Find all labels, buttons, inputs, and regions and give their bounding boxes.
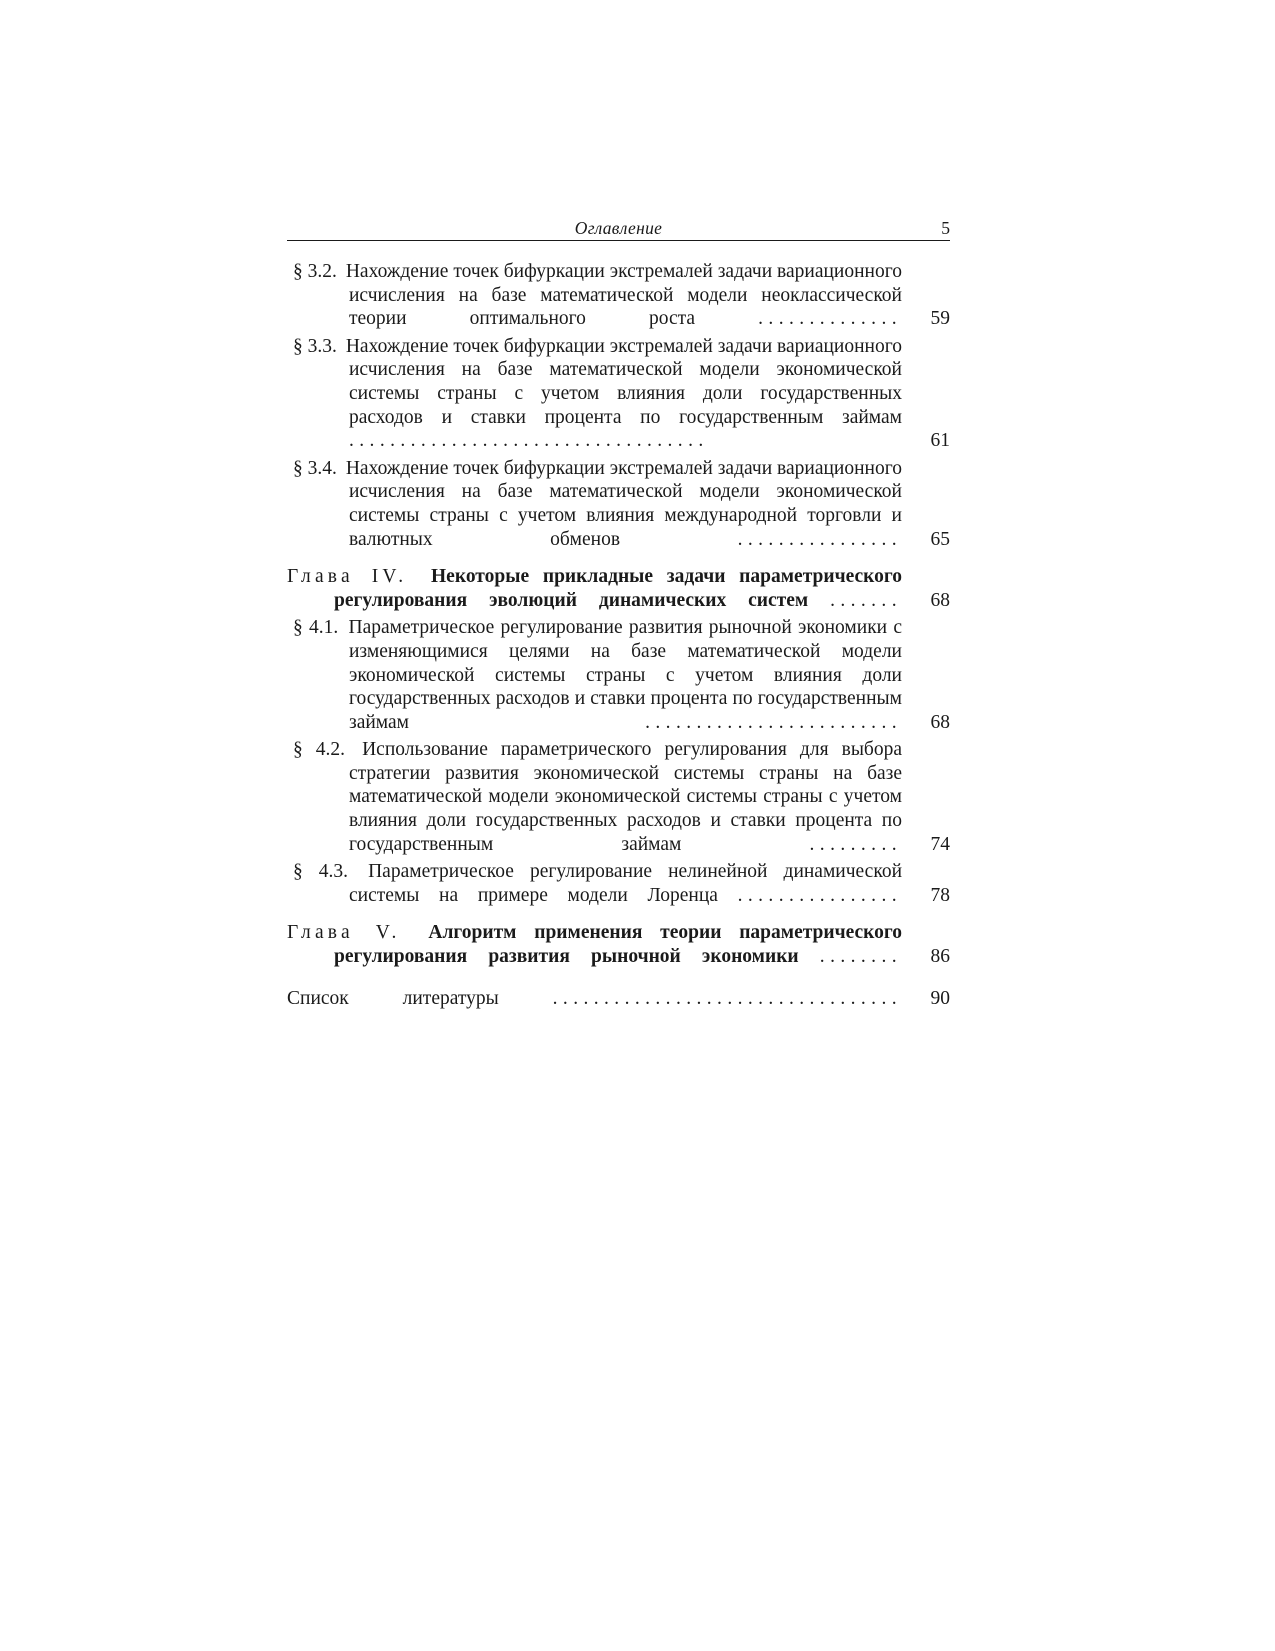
entry-page-number: 86: [930, 946, 950, 968]
toc-entry-4-2[interactable]: [287, 738, 950, 856]
section-title: Параметрическое регулирование развития рыночной экономики с изменяющимися целями на базе математической модели экономической системы страны с учетом влияния доли государственных расходов и ставки процента по государственным займам: [348, 617, 903, 733]
dot-leader: ..............: [758, 308, 902, 330]
section-number: § 3.3.: [293, 335, 337, 357]
chapter-label: Глава V.: [287, 922, 401, 944]
dot-leader: ...................................: [349, 430, 709, 452]
entry-page-number: 68: [930, 589, 950, 611]
section-title: Нахождение точек бифуркации экстремалей задачи вариационного исчисления на базе математической модели экономической системы страны с учетом влияния доли государственных расходов и ставки процента по государственным займам: [345, 335, 902, 428]
toc-references[interactable]: [287, 987, 950, 1011]
book-page: [287, 214, 950, 1010]
section-number: § 4.2.: [293, 739, 346, 761]
page-number: 5: [941, 218, 950, 238]
section-title: Использование параметрического регулирования для выбора стратегии развития экономической системы страны на базе математической модели экономической системы страны с учетом влияния доли государственных расходов и ставки процента по государственным займам: [349, 739, 902, 855]
toc-entry-4-1[interactable]: [287, 616, 950, 734]
chapter-title: Алгоритм применения теории параметрического регулирования развития рыночной экономики: [334, 922, 903, 968]
toc-chapter-5[interactable]: [287, 921, 950, 968]
entry-page-number: 74: [930, 833, 950, 855]
dot-leader: .......: [830, 589, 902, 611]
entry-page-number: 61: [930, 430, 950, 452]
toc-entry-3-4[interactable]: [287, 457, 950, 551]
dot-leader: ..................................: [552, 987, 902, 1009]
dot-leader: .........: [809, 833, 902, 855]
section-title: Нахождение точек бифуркации экстремалей задачи вариационного исчисления на базе математической модели неоклассической теории оптимального роста: [345, 261, 902, 330]
entry-page-number: 59: [930, 308, 950, 330]
entry-page-number: 68: [930, 711, 950, 733]
chapter-label: Глава IV.: [287, 566, 408, 588]
section-number: § 4.1.: [293, 617, 339, 639]
toc-chapter-4[interactable]: [287, 565, 950, 612]
entry-page-number: 65: [930, 528, 950, 550]
toc-entry-3-2[interactable]: [287, 260, 950, 331]
section-number: § 3.2.: [293, 261, 337, 282]
dot-leader: .........................: [645, 711, 902, 733]
section-title: Нахождение точек бифуркации экстремалей задачи вариационного исчисления на базе математической модели экономической системы страны с учетом влияния международной торговли и валютных обменов: [345, 457, 902, 550]
chapter-title: Некоторые прикладные задачи параметрического регулирования эволюций динамических систем: [334, 566, 902, 611]
dot-leader: ........: [819, 946, 902, 968]
dot-leader: ................: [737, 528, 902, 550]
toc-entry-3-3[interactable]: [287, 335, 950, 453]
running-title: Оглавление: [574, 218, 663, 238]
running-head: [287, 214, 950, 241]
entry-page-number: 90: [930, 987, 950, 1009]
table-of-contents: [287, 260, 950, 1010]
entry-page-number: 78: [930, 884, 950, 906]
references-title: Список литературы: [287, 987, 499, 1009]
dot-leader: ................: [737, 884, 902, 906]
toc-entry-4-3[interactable]: [287, 860, 950, 907]
section-number: § 3.4.: [293, 457, 337, 479]
section-number: § 4.3.: [293, 861, 349, 883]
section-title: Параметрическое регулирование нелинейной динамической системы на примере модели Лоренца: [349, 861, 903, 906]
